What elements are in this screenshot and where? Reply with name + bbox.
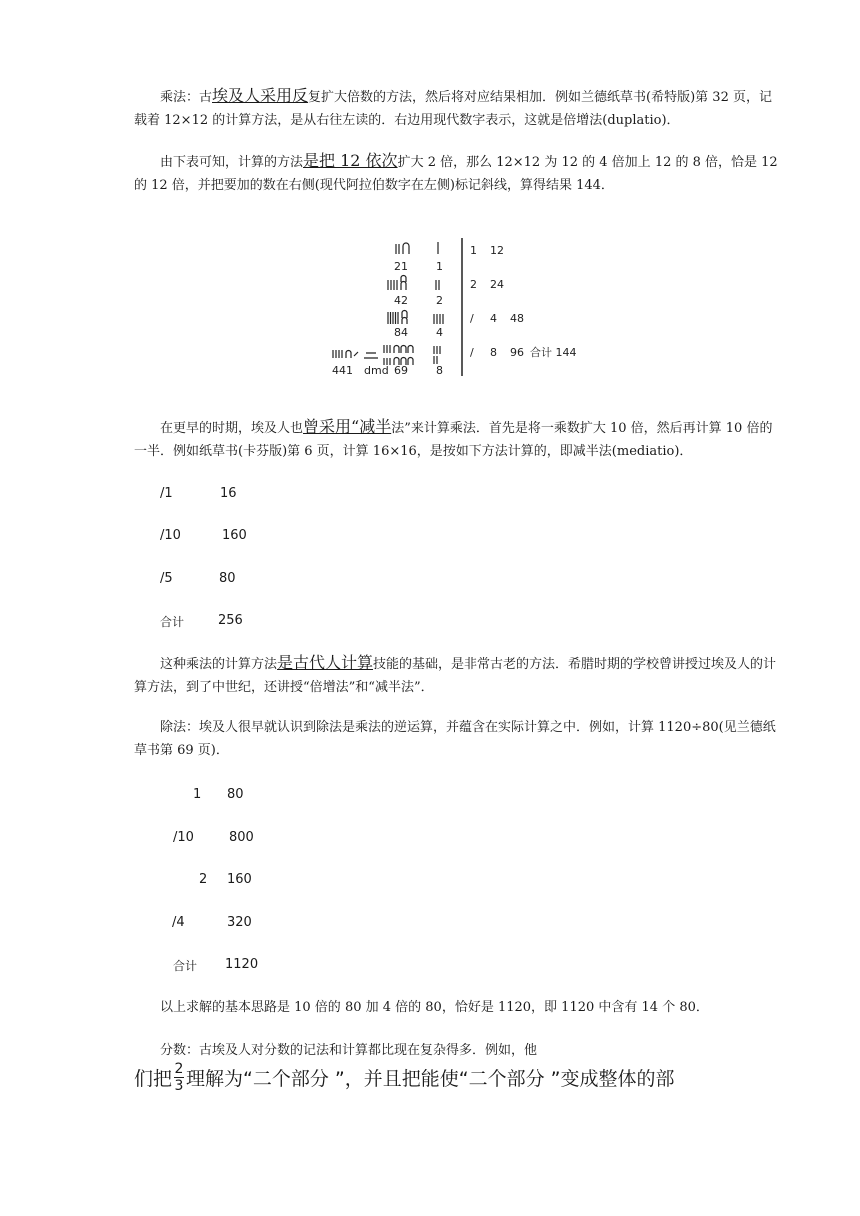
mid-number: 8 [436,364,443,377]
mid-number: 2 [436,294,443,307]
table-cell: 160 [227,872,252,887]
right-value: 12 [490,244,504,257]
table-row [227,787,244,802]
p2-text-a: 由下表可知，计算的方法 [160,155,304,170]
right-n: 1 [470,244,477,257]
right-mark: / [470,312,474,325]
paragraph-ancient-method [134,651,784,699]
p7-text: 分数：古埃及人对分数的记法和计算都比现在复杂得多．例如，他 [160,1043,538,1058]
table-row [173,830,194,845]
right-total: 合计 144 [530,346,577,359]
p2-underlined: 是把 12 依次 [303,151,398,170]
paragraph-division [134,716,784,762]
left-number: 42 [394,294,408,307]
p4-text-b: 技能的基础，是非常古老的方法．希腊时期的学校曾讲授过埃及人的计算方法，到了中世纪，还讲授“倍增法”和“减半法”． [134,657,777,695]
table-cell: 80 [227,787,244,802]
left-number: 21 [394,260,408,273]
table-cell: 1 [193,787,202,802]
p8-text-a: 们把 [134,1068,173,1090]
p4-underlined: 是古代人计算 [277,653,374,672]
right-n: 2 [470,278,477,291]
right-value: 96 [510,346,524,359]
right-n: 4 [490,312,497,325]
left-number: 84 [394,326,408,339]
p3-text-b: 法”来计算乘法．首先是将一乘数扩大 10 倍，然后再计算 10 倍的一半．例如纸草书(卡芬版)第 6 页，计算 16×16，是按如下方法计算的，即减半法(mediatio)． [134,421,773,459]
table-cell: 1120 [225,957,259,972]
table-cell: 160 [222,528,247,543]
table-row [229,830,254,845]
right-value: 24 [490,278,504,291]
p1-underlined: 埃及人采用反 [212,86,309,105]
left-number: 441 [332,364,353,377]
table-cell: 合计 [173,959,198,973]
p6-text: 以上求解的基本思路是 10 倍的 80 加 4 倍的 80，恰好是 1120，即 1120 中含有 14 个 80． [160,1000,709,1015]
table-row [160,613,184,630]
paragraph-multiplication [134,84,784,132]
fraction-two-thirds [174,1062,184,1093]
table-cell: /5 [160,571,173,586]
p1-text-b: 复扩大倍数的方法，然后将对应结果相加．例如兰德纸草书(希特版)第 32 页，记载着 12×12 的计算方法，是从右往左读的．右边用现代数字表示，这就是倍增法(duplatio)． [134,90,772,128]
table-cell: /4 [172,915,185,930]
table-cell: 合计 [160,615,185,629]
table-row [219,571,236,586]
p8-text-b: 理解为“二个部分 ”，并且把能使“二个部分 ”变成整体的部 [186,1068,675,1090]
table-row [225,957,258,972]
table-row [227,915,252,930]
table-cell: /10 [173,830,194,845]
fraction-numerator: 2 [174,1061,184,1077]
left-number: dmd [364,364,389,377]
table-cell: 256 [218,613,243,628]
left-number: 69 [394,364,408,377]
table-row [172,915,185,930]
p2-text-b: 扩大 2 倍，那么 12×12 为 12 的 4 倍加上 12 的 8 倍，恰是 12 的 12 倍，并把要加的数在右侧(现代阿拉伯数字在左侧)标记斜线，算得结果 144． [134,155,778,193]
right-value: 48 [510,312,524,325]
table-row [199,872,207,887]
table-cell: /10 [160,528,181,543]
table-row [220,486,237,501]
table-row [227,872,252,887]
table-row [160,528,181,543]
p5-text: 除法：埃及人很早就认识到除法是乘法的逆运算，并蕴含在实际计算之中．例如，计算 1120÷80(见兰德纸草书第 69 页)． [134,720,776,758]
fraction-denominator: 3 [174,1078,184,1094]
paragraph-fractions [134,1039,784,1062]
table-row [193,787,201,802]
p3-text-a: 在更早的时期，埃及人也 [160,421,304,436]
paragraph-halving [134,415,784,463]
table-cell: 80 [219,571,236,586]
table-row [218,613,243,628]
table-row [160,486,173,501]
right-mark: / [470,346,474,359]
fraction-line [134,1062,674,1093]
p1-text-a: 乘法：古 [160,90,213,105]
table-cell: 16 [220,486,237,501]
paragraph-division-summary [134,996,784,1019]
p4-text-a: 这种乘法的计算方法 [160,657,278,672]
hieroglyph-multiplication-figure [328,232,588,380]
table-cell: 2 [199,872,208,887]
table-cell: 320 [227,915,252,930]
table-cell: /1 [160,486,173,501]
right-n: 8 [490,346,497,359]
table-row [160,571,173,586]
mid-number: 1 [436,260,443,273]
p3-underlined: 曾采用“减半 [303,417,392,436]
table-cell: 800 [229,830,254,845]
paragraph-doubling [134,149,784,197]
mid-number: 4 [436,326,443,339]
table-row [222,528,247,543]
table-row [173,957,197,974]
